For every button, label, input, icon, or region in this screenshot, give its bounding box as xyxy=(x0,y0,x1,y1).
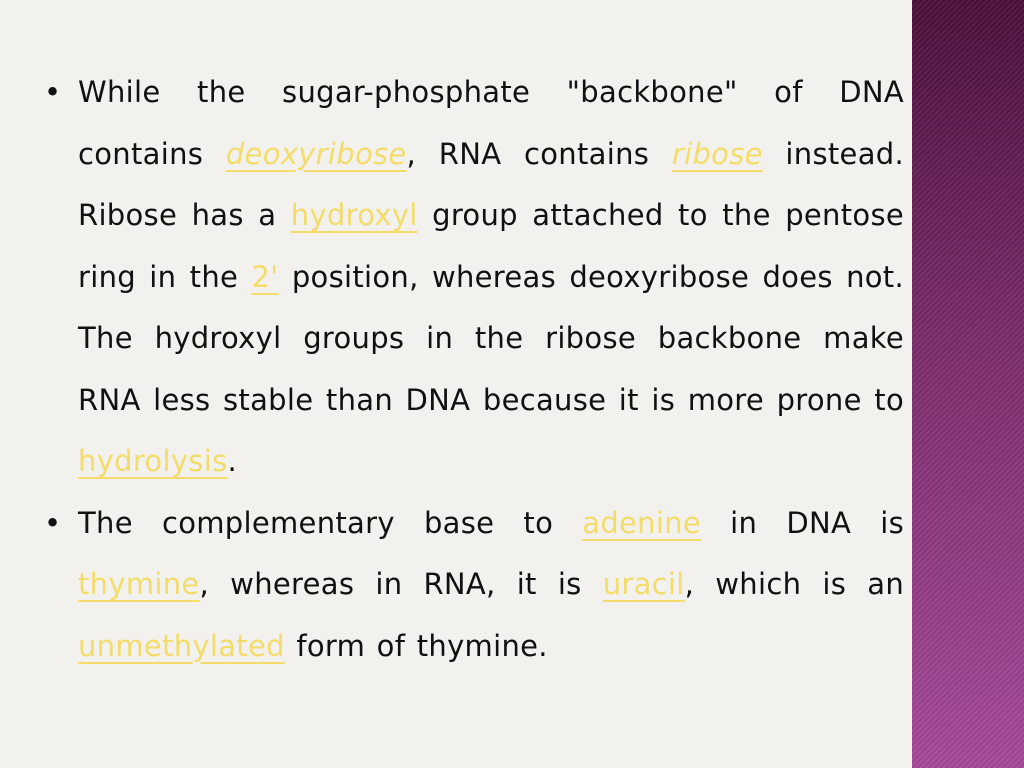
bullet-list xyxy=(44,62,904,677)
text-span: in DNA is xyxy=(701,505,904,540)
text-span: group attached to the pentose ring in the xyxy=(78,198,904,294)
link-deoxyribose[interactable]: deoxyribose xyxy=(225,136,407,171)
text-span: position, whereas deoxyribose does not. The hydroxyl groups in the ribose backbone make RNA less stable than DNA because it is more prone to xyxy=(78,259,904,417)
text-span: . xyxy=(227,444,238,478)
bullet-icon: • xyxy=(44,75,62,109)
text-span: , whereas in RNA, it is xyxy=(199,567,603,601)
link-adenine[interactable]: adenine xyxy=(582,505,702,540)
text-span: While the sugar-phosphate "backbone" of DNA contains xyxy=(78,75,904,171)
decorative-side-band xyxy=(912,0,1024,768)
link-hydrolysis[interactable]: hydrolysis xyxy=(78,444,228,478)
paragraph-ribose xyxy=(44,62,904,493)
link-uracil[interactable]: uracil xyxy=(602,567,685,601)
text-span: The complementary base to xyxy=(78,505,583,540)
paragraph-bases xyxy=(44,493,904,678)
text-span: , RNA contains xyxy=(406,136,672,171)
text-span: , which is an xyxy=(684,567,905,601)
link-2-prime[interactable]: 2' xyxy=(251,259,279,294)
link-unmethylated[interactable]: unmethylated xyxy=(78,628,285,663)
link-hydroxyl[interactable]: hydroxyl xyxy=(290,198,418,232)
slide-content xyxy=(44,62,904,677)
bullet-icon: • xyxy=(44,505,62,540)
text-span: instead. Ribose has a xyxy=(78,136,904,232)
link-thymine[interactable]: thymine xyxy=(78,567,200,601)
link-ribose[interactable]: ribose xyxy=(671,136,763,171)
text-span: form of thymine. xyxy=(284,628,548,663)
